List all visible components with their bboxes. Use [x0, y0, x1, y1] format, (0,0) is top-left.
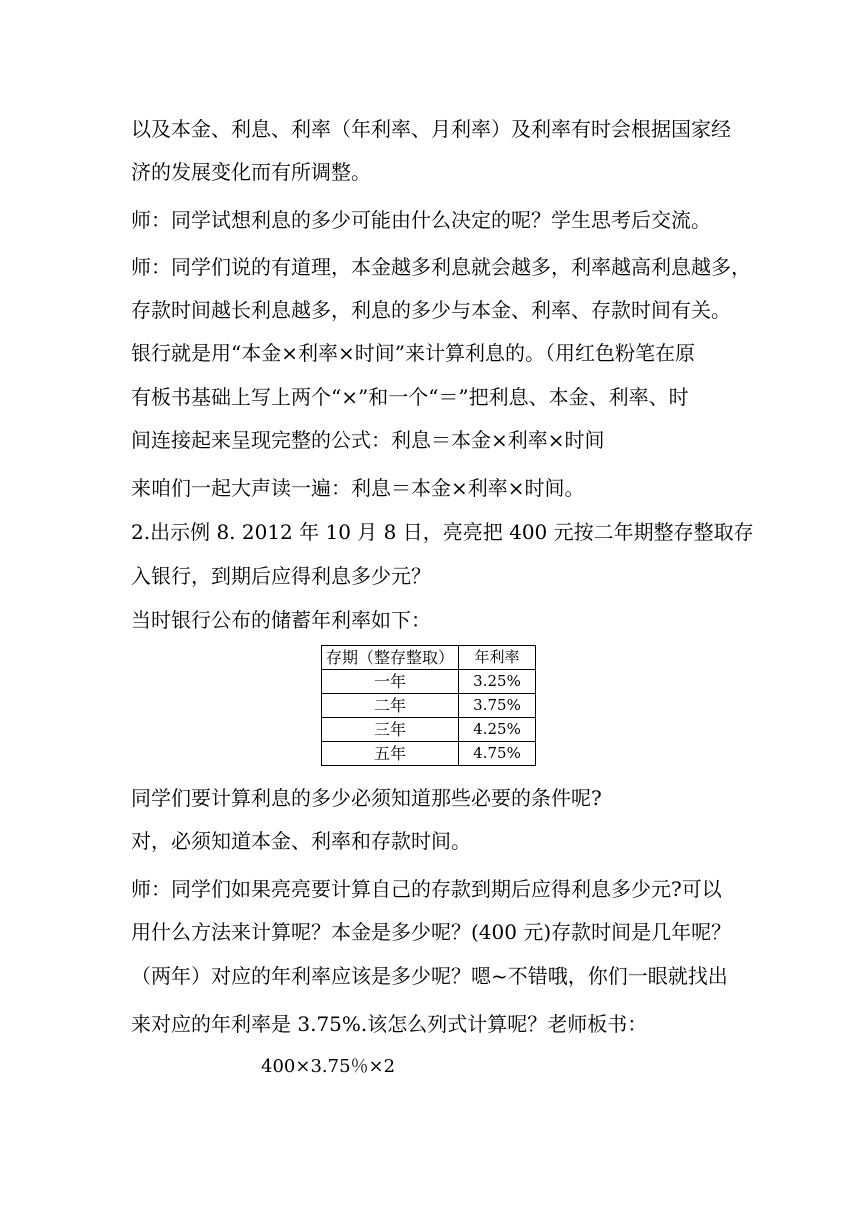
table-row — [322, 670, 536, 694]
term-cell: 二年 — [322, 694, 459, 718]
table-row — [322, 742, 536, 766]
text-line: 间连接起来呈现完整的公式：利息＝本金×利率×时间 — [131, 428, 605, 452]
term-cell: 三年 — [322, 718, 459, 742]
text-line: 师：同学们如果亮亮要计算自己的存款到期后应得利息多少元?可以 — [131, 877, 722, 901]
formula-line: 400×3.75％×2 — [261, 1056, 396, 1077]
text-line: 以及本金、利息、利率（年利率、月利率）及利率有时会根据国家经 — [131, 117, 731, 141]
text-line: 师：同学试想利息的多少可能由什么决定的呢？学生思考后交流。 — [131, 208, 711, 232]
text-line: 银行就是用“本金×利率×时间”来计算利息的。（用红色粉笔在原 — [131, 341, 695, 365]
header-rate: 年利率 — [459, 646, 536, 670]
text-line: 师：同学们说的有道理，本金越多利息就会越多，利率越高利息越多， — [131, 255, 751, 279]
text-line: （两年）对应的年利率应该是多少呢？嗯~不错哦，你们一眼就找出 — [131, 964, 728, 988]
text-line: 同学们要计算利息的多少必须知道那些必要的条件呢? — [131, 786, 602, 810]
text-line: 对，必须知道本金、利率和存款时间。 — [131, 829, 471, 853]
interest-rate-table — [321, 645, 536, 766]
table-header-row — [322, 646, 536, 670]
text-line: 当时银行公布的储蓄年利率如下： — [131, 608, 431, 632]
text-line: 入银行，到期后应得利息多少元？ — [131, 564, 431, 588]
text-line: 存款时间越长利息越多，利息的多少与本金、利率、存款时间有关。 — [131, 298, 731, 322]
header-term: 存期（整存整取） — [322, 646, 459, 670]
rate-cell: 4.25% — [459, 718, 536, 742]
rate-cell: 3.25% — [459, 670, 536, 694]
table-row — [322, 694, 536, 718]
text-line: 来对应的年利率是 3.75%.该怎么列式计算呢？老师板书： — [131, 1012, 648, 1036]
table-row — [322, 718, 536, 742]
text-line: 来咱们一起大声读一遍：利息＝本金×利率×时间。 — [131, 476, 585, 500]
term-cell: 一年 — [322, 670, 459, 694]
text-line: 用什么方法来计算呢？本金是多少呢？(400 元)存款时间是几年呢？ — [131, 920, 732, 944]
rate-cell: 4.75% — [459, 742, 536, 766]
term-cell: 五年 — [322, 742, 459, 766]
text-line: 有板书基础上写上两个“×”和一个“＝”把利息、本金、利率、时 — [131, 385, 689, 409]
rate-cell: 3.75% — [459, 694, 536, 718]
text-line: 济的发展变化而有所调整。 — [131, 160, 371, 184]
text-line: 2.出示例 8. 2012 年 10 月 8 日，亮亮把 400 元按二年期整存整取存 — [131, 520, 754, 544]
